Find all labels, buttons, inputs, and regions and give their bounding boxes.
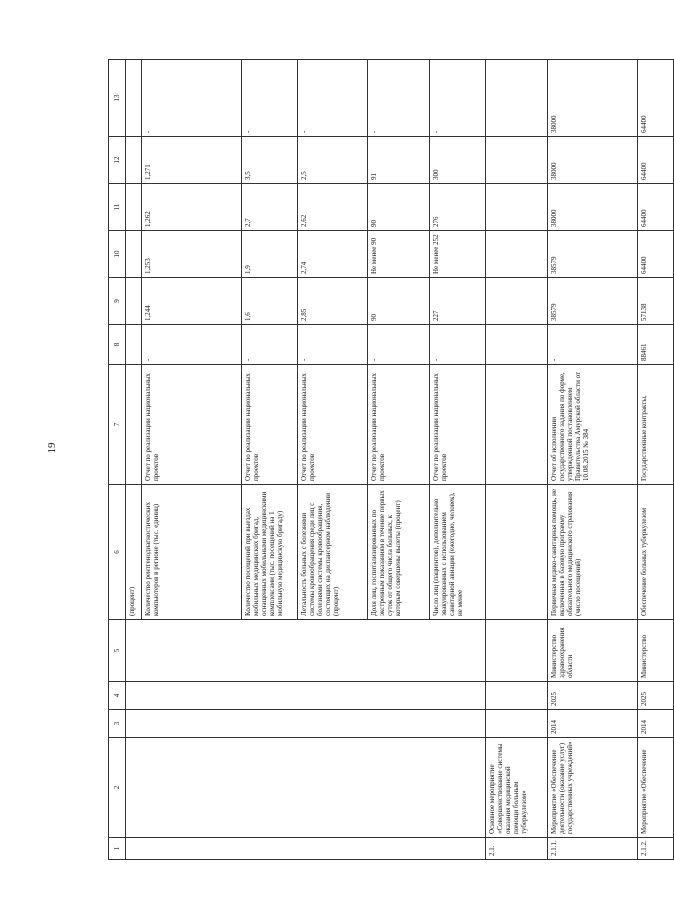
- table-row: [638, 60, 674, 860]
- cell-c3: [486, 710, 548, 738]
- value-cell-v13: -: [242, 60, 298, 137]
- column-number-cell: 7: [109, 365, 126, 485]
- column-number-cell: 11: [109, 184, 126, 231]
- column-number-cell: 1: [109, 838, 126, 860]
- rotated-table-container: [108, 60, 648, 860]
- empty-cell: [126, 278, 142, 325]
- value-cell-v9: [486, 278, 548, 325]
- value-cell-v10: 64400: [638, 231, 674, 278]
- program-table: [108, 59, 674, 860]
- indicator-report-cell: Отчет по реализации национальных проектов: [298, 365, 368, 485]
- page-number: 19: [46, 442, 58, 454]
- value-cell-v11: 276: [430, 184, 486, 231]
- cell-c1: 2.1.2.: [638, 838, 674, 860]
- value-cell-v13: -: [298, 60, 368, 137]
- value-cell-v11: 2,7: [242, 184, 298, 231]
- value-cell-v12: 3,5: [242, 137, 298, 184]
- value-cell-v10: 2,74: [298, 231, 368, 278]
- indicator-report-cell: Отчет по реализации национальных проектов: [242, 365, 298, 485]
- cell-c1: 2.1.: [486, 838, 548, 860]
- value-cell-v9: 57138: [638, 278, 674, 325]
- cell-c5: Министерство здравоохранения области: [548, 620, 638, 682]
- value-cell-v9: 38579: [548, 278, 638, 325]
- cell-c1: 2.1.1.: [548, 838, 638, 860]
- column-number-cell: 9: [109, 278, 126, 325]
- value-cell-v11: 1,262: [142, 184, 242, 231]
- cell-c6: [486, 485, 548, 620]
- cell-c6: Первичная медико-санитарная помощь, не включенная в базовую программу обязательного медицинского страхования (число посещений): [548, 485, 638, 620]
- cell-c5: Министерство: [638, 620, 674, 682]
- value-cell-v13: -: [142, 60, 242, 137]
- table-row: [126, 60, 142, 860]
- value-cell-v9: 227: [430, 278, 486, 325]
- indicator-name-cell: Доля лиц, госпитализированных по экстренным показаниям в течение первых суток от общего числа больных, к которым совершены вылеты (процент): [368, 485, 430, 620]
- value-cell-v11: 38000: [548, 184, 638, 231]
- value-cell-v10: 1,253: [142, 231, 242, 278]
- value-cell-v8: -: [430, 325, 486, 365]
- table-body: [109, 60, 674, 860]
- indicator-report-cell: Отчет по реализации национальных проектов: [368, 365, 430, 485]
- cell-c2: Мероприятие «Обеспечение: [638, 738, 674, 838]
- value-cell-v12: 91: [368, 137, 430, 184]
- column-number-cell: 12: [109, 137, 126, 184]
- value-cell-v12: [486, 137, 548, 184]
- indicator-name-cell: Летальность больных с болезнями системы кровообращения среди лиц с болезнями системы кровообращения, состоящих на диспансерном наблюдении (процент): [298, 485, 368, 620]
- empty-cell: [126, 365, 142, 485]
- cell-c4: 2025: [548, 682, 638, 710]
- cell-c3: [126, 710, 486, 738]
- table-row: [486, 60, 548, 860]
- column-number-cell: 4: [109, 682, 126, 710]
- value-cell-v10: Не менее 90: [368, 231, 430, 278]
- cell-c7: [486, 365, 548, 485]
- value-cell-v13: -: [368, 60, 430, 137]
- value-cell-v12: 64400: [638, 137, 674, 184]
- value-cell-v11: 64400: [638, 184, 674, 231]
- cell-c1: [126, 838, 486, 860]
- cell-c5: [486, 620, 548, 682]
- cell-c3: 2014: [548, 710, 638, 738]
- value-cell-v8: -: [368, 325, 430, 365]
- empty-cell: [126, 231, 142, 278]
- indicator-name-cell: Количество посещений при выездах мобильных медицинских бригад, оснащенных мобильными медицинскими комплексами (тыс. посещений на 1 мобильную медицинскую бригаду): [242, 485, 298, 620]
- column-number-cell: 6: [109, 485, 126, 620]
- cell-c2: Мероприятие «Обеспечение деятельности (оказание услуг) государственных учреждений»: [548, 738, 638, 838]
- cell-c7: Отчет об исполнении государственного задания по форме, утвержденной постановлением Правительства Амурской области от 10.08.2015 № 384: [548, 365, 638, 485]
- column-number-cell: 5: [109, 620, 126, 682]
- value-cell-v9: 90: [368, 278, 430, 325]
- value-cell-v13: 38000: [548, 60, 638, 137]
- value-cell-v12: 300: [430, 137, 486, 184]
- value-cell-v12: 2,5: [298, 137, 368, 184]
- value-cell-v11: 90: [368, 184, 430, 231]
- empty-cell: [126, 137, 142, 184]
- table-row: [548, 60, 638, 860]
- value-cell-v10: [486, 231, 548, 278]
- value-cell-v8: -: [548, 325, 638, 365]
- cell-c6: Обеспечение больных туберкулезом: [638, 485, 674, 620]
- cell-c5: [126, 620, 486, 682]
- value-cell-v11: 2,62: [298, 184, 368, 231]
- value-cell-v13: 64400: [638, 60, 674, 137]
- indicator-name-cell: Количество рентгенодиагностических компьютеров в регионе (тыс. единиц): [142, 485, 242, 620]
- cell-c3: 2014: [638, 710, 674, 738]
- value-cell-v11: [486, 184, 548, 231]
- value-cell-v10: 1,9: [242, 231, 298, 278]
- column-number-cell: 2: [109, 738, 126, 838]
- cell-c4: 2025: [638, 682, 674, 710]
- indicator-report-cell: Отчет по реализации национальных проектов: [430, 365, 486, 485]
- column-number-cell: 3: [109, 710, 126, 738]
- value-cell-v12: 1,271: [142, 137, 242, 184]
- indicator-name-cell: Число лиц (пациентов), дополнительно эвакуированных с использованием санитарной авиации (ежегодно, человек), не менее: [430, 485, 486, 620]
- cell-c2: [126, 738, 486, 838]
- value-cell-v8: -: [142, 325, 242, 365]
- value-cell-v8: -: [242, 325, 298, 365]
- value-cell-v9: 1,6: [242, 278, 298, 325]
- cell-c4: [126, 682, 486, 710]
- value-cell-v9: 1,244: [142, 278, 242, 325]
- empty-cell: [126, 325, 142, 365]
- column-number-cell: 13: [109, 60, 126, 137]
- cell-c7: Государственные контракты,: [638, 365, 674, 485]
- cell-c4: [486, 682, 548, 710]
- value-cell-v8: 88461: [638, 325, 674, 365]
- column-number-cell: 10: [109, 231, 126, 278]
- column-number-cell: 8: [109, 325, 126, 365]
- indicator-unit-cell: (процент): [126, 485, 142, 620]
- value-cell-v8: [486, 325, 548, 365]
- indicator-report-cell: Отчет по реализации национальных проектов: [142, 365, 242, 485]
- column-number-row: [109, 60, 126, 860]
- value-cell-v13: [486, 60, 548, 137]
- cell-c2: Основное мероприятие «Совершенствование системы оказания медицинской помощи больным туберкулезом»: [486, 738, 548, 838]
- empty-cell: [126, 60, 142, 137]
- empty-cell: [126, 184, 142, 231]
- value-cell-v10: Не менее 252: [430, 231, 486, 278]
- value-cell-v13: -: [430, 60, 486, 137]
- value-cell-v8: -: [298, 325, 368, 365]
- value-cell-v12: 38000: [548, 137, 638, 184]
- value-cell-v10: 38579: [548, 231, 638, 278]
- value-cell-v9: 2,85: [298, 278, 368, 325]
